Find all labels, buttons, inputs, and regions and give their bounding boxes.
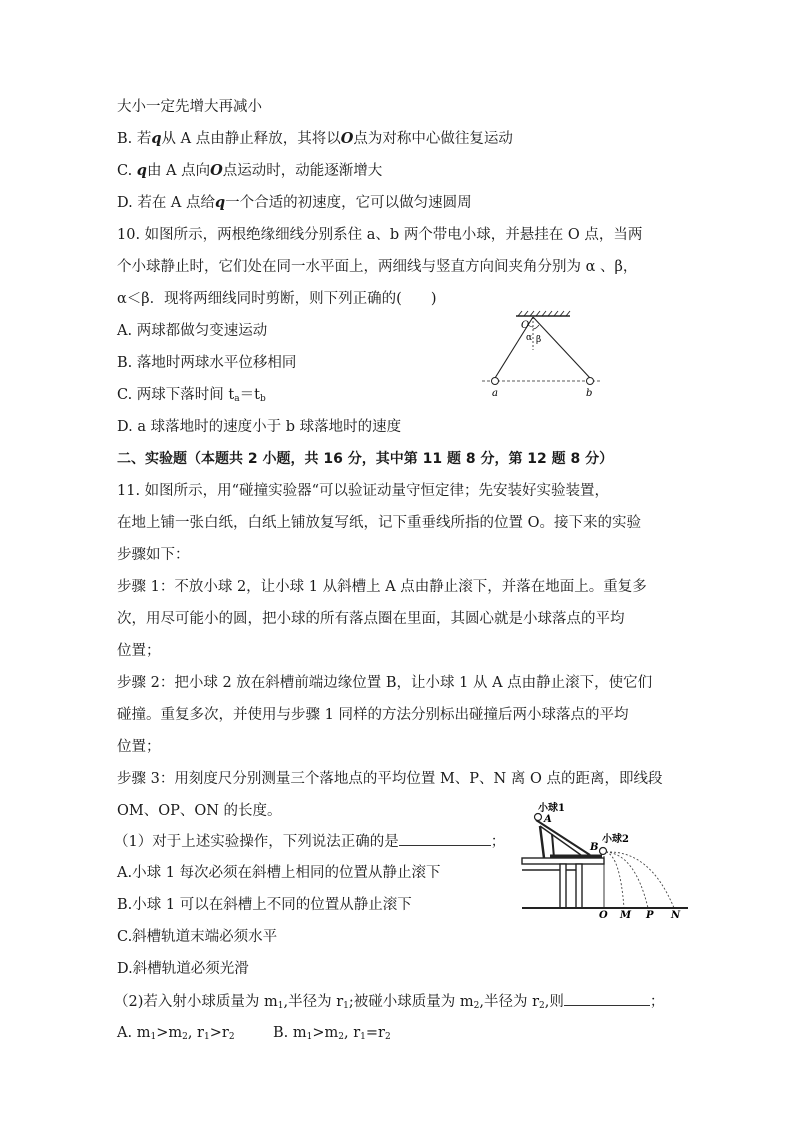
incline-support [540, 826, 544, 858]
label-n-point: N [671, 910, 681, 918]
subscript: 2 [384, 1032, 391, 1042]
label-beta: β [536, 335, 542, 345]
subscript: 1 [203, 1032, 210, 1042]
subscript: 2 [338, 1032, 344, 1042]
answer-blank[interactable] [399, 831, 491, 846]
subscript: 2 [539, 1001, 545, 1011]
step1-line-3: 位置； [117, 643, 161, 659]
label-a-point: A [544, 814, 552, 825]
text-seg: ,半径为 r [479, 994, 540, 1010]
q10-line-1: 10. 如图所示，两根绝缘细线分别系住 a、b 两个带电小球，并悬挂在 O 点，当两 [117, 227, 643, 243]
step2-line-2: 碰撞。重复多次，并使用与步骤 1 同样的方法分别标出碰撞后两小球落点的平均 [117, 707, 629, 723]
label-alpha: α [526, 333, 533, 343]
trajectory-m [606, 852, 624, 908]
text-seg: ,则 [544, 994, 564, 1010]
q10-figure [478, 310, 608, 402]
text-seg: ;被碰小球质量为 m [348, 994, 474, 1010]
text-seg: >m [156, 1025, 183, 1041]
label-b-point: B [590, 842, 599, 853]
text-seg: >r [209, 1025, 229, 1041]
thread-b [533, 317, 590, 378]
ball-1 [535, 814, 542, 821]
ceiling-hatch [518, 311, 570, 316]
text-seg: （1）对于上述实验操作，下列说法正确的是 [114, 834, 399, 850]
label-o-point: O [599, 910, 608, 918]
part1-option-b: B.小球 1 可以在斜槽上不同的位置从静止滚下 [117, 897, 412, 913]
angle-beta-arc [533, 325, 539, 329]
option-b-line [117, 129, 513, 149]
table-top [522, 858, 604, 864]
q11-line-1: 11. 如图所示，用“碰撞实验器“可以验证动量守恒定律；先安装好实验装置， [117, 483, 609, 499]
text-seg: 一个合适的初速度，它可以做匀速圆周 [225, 195, 472, 211]
subscript: a [234, 394, 240, 404]
ball-b [587, 378, 594, 385]
label-b: b [586, 388, 593, 399]
text-line-1: 大小一定先增大再减小 [117, 99, 262, 115]
answer-blank[interactable] [564, 991, 650, 1006]
subscript: b [259, 394, 266, 404]
text-seg: D. 若在 A 点给 [117, 195, 216, 211]
table-leg-right [576, 864, 582, 908]
ball-2 [600, 848, 607, 855]
part2-option-b [273, 1023, 391, 1047]
text-seg: , r [344, 1025, 361, 1041]
text-seg: （2)若入射小球质量为 m [114, 994, 278, 1010]
part1-option-c: C.斜槽轨道末端必须水平 [117, 929, 278, 945]
ball-a [492, 378, 499, 385]
label-a: a [492, 388, 498, 399]
subscript: 2 [228, 1032, 235, 1042]
subscript: 2 [182, 1032, 188, 1042]
subscript: 1 [343, 1001, 349, 1011]
q11-line-2: 在地上铺一张白纸，白纸上铺放复写纸，记下重垂线所指的位置 O。接下来的实验 [117, 515, 641, 531]
step2-line-3: 位置； [117, 739, 161, 755]
q11-line-3: 步骤如下： [117, 547, 190, 563]
text-seg: B. m [273, 1025, 307, 1041]
part1-option-d: D.斜槽轨道必须光滑 [117, 961, 249, 977]
section-heading: 二、实验题（本题共 2 小题，共 16 分，其中第 11 题 8 分，第 12 题 8 分） [117, 451, 614, 467]
q10-line-3: α＜β．现将两细线同时剪断，则下列正确的( ) [117, 291, 437, 307]
trajectory-p [606, 852, 648, 908]
var-o: O [340, 130, 354, 147]
text-seg: C. 两球下落时间 t [117, 387, 235, 403]
part2-question [114, 991, 664, 1016]
label-p-point: P [646, 910, 654, 918]
text-seg: ,半径为 r [283, 994, 344, 1010]
table-leg-left [560, 864, 566, 908]
subscript: 1 [150, 1032, 157, 1042]
text-seg: 点为对称中心做往复运动 [353, 131, 513, 147]
text-seg: >m [312, 1025, 339, 1041]
text-seg: B. 若 [117, 131, 152, 147]
q10-option-b: B. 落地时两球水平位移相同 [117, 355, 297, 371]
subscript: 1 [360, 1032, 366, 1042]
trajectory-n [606, 852, 674, 908]
label-m-point: M [620, 910, 632, 918]
text-seg: C. [117, 163, 137, 179]
text-seg: , r [187, 1025, 204, 1041]
text-seg: ； [490, 834, 506, 850]
text-seg: =r [365, 1025, 385, 1041]
step2-line-1: 步骤 2：把小球 2 放在斜槽前端边缘位置 B，让小球 1 从 A 点由静止滚下，使它们 [117, 675, 653, 691]
label-ball2: 小球2 [602, 834, 629, 845]
text-seg: A. m [117, 1025, 151, 1041]
step1-line-2: 次，用尽可能小的圆，把小球的所有落点圈在里面，其圆心就是小球落点的平均 [117, 611, 625, 627]
text-seg: 点运动时，动能逐渐增大 [222, 163, 383, 179]
q11-figure [520, 800, 690, 918]
label-ball1: 小球1 [538, 803, 565, 814]
var-o: O [210, 162, 223, 179]
q10-line-2: 个小球静止时，它们处在同一水平面上，两细线与竖直方向间夹角分别为 α 、β， [117, 259, 638, 275]
var-q: q [215, 194, 226, 211]
subscript: 1 [306, 1032, 313, 1042]
var-q: q [136, 162, 147, 179]
q10-option-d: D. a 球落地时的速度小于 b 球落地时的速度 [117, 419, 402, 435]
part1-question [114, 831, 505, 852]
incline-support-2 [552, 834, 554, 858]
subscript: 1 [277, 1001, 284, 1011]
part1-option-a: A.小球 1 每次必须在斜槽上相同的位置从静止滚下 [117, 865, 441, 881]
text-seg: ； [649, 994, 665, 1010]
text-seg: ＝t [239, 387, 260, 403]
var-q: q [151, 130, 162, 147]
subscript: 2 [473, 1001, 480, 1011]
q10-option-c [117, 385, 266, 409]
step3-line-2: OM、OP、ON 的长度。 [117, 803, 282, 819]
step3-line-1: 步骤 3：用刻度尺分别测量三个落地点的平均位置 M、P、N 离 O 点的距离，即线段 [117, 771, 663, 787]
step1-line-1: 步骤 1：不放小球 2，让小球 1 从斜槽上 A 点由静止滚下，并落在地面上。重复多 [117, 579, 647, 595]
text-seg: 从 A 点由静止释放，其将以 [161, 131, 341, 147]
text-seg: 由 A 点向 [146, 163, 211, 179]
option-d-line [117, 193, 472, 213]
q10-option-a: A. 两球都做匀变速运动 [117, 323, 268, 339]
option-c-line [117, 161, 382, 181]
part2-option-a [117, 1023, 235, 1047]
label-o: O [521, 320, 530, 331]
